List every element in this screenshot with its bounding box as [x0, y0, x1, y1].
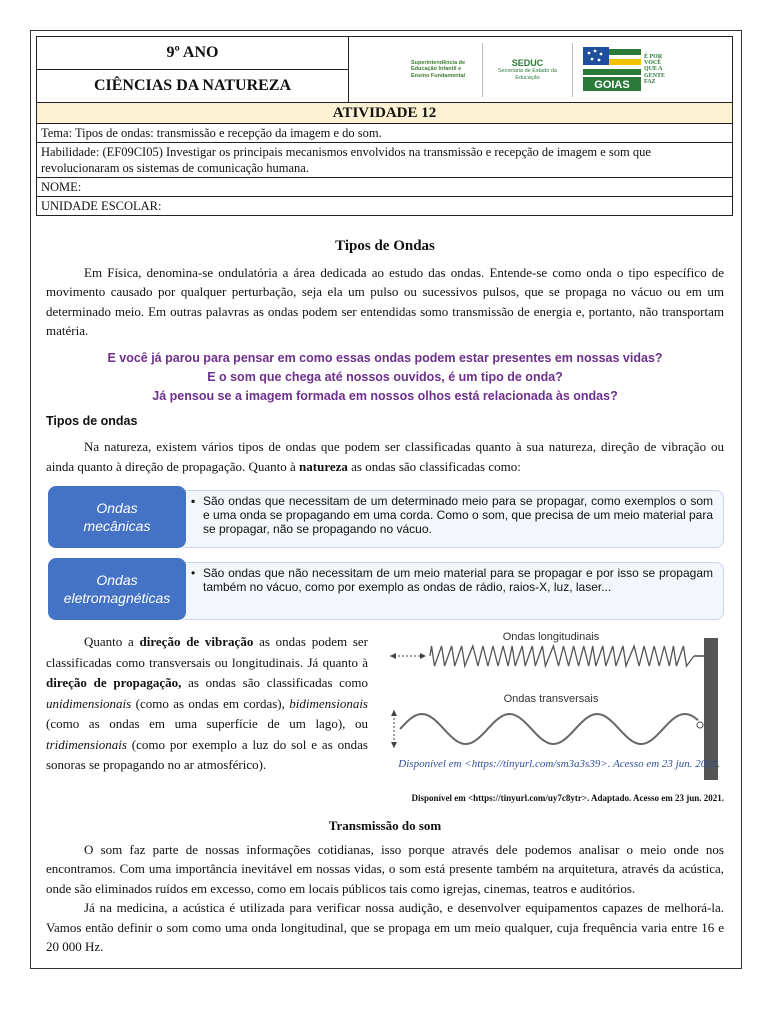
question-2: E o som que chega até nossos ouvidos, é um tipo de onda? — [207, 369, 563, 384]
spring-wave — [430, 646, 694, 666]
intro-paragraph: Em Física, denomina-se ondulatória a área dedicada ao estudo das ondas. Entende-se como onda o tipo específico de movimento causado por qualquer perturbação, seja ela um pulso ou sucessivos pulsos, que se propaga no vácuo ou em um determinado meio. Em outras palavras as ondas podem ser entendidas somo transmissão de energia e, portanto, não transportam matéria. — [46, 264, 724, 338]
figure-caption-2: Disponível em <https://tinyurl.com/uy7c8ytr>. Adaptado. Acesso em 23 jun. 2021. — [411, 793, 724, 803]
bullet-icon: • — [191, 566, 196, 580]
svg-text:GOIAS: GOIAS — [594, 78, 630, 91]
goias-logo — [573, 45, 666, 95]
question-3: Já pensou se a imagem formada em nossos olhos está relacionada às ondas? — [152, 388, 618, 403]
mechanical-waves-box — [48, 486, 724, 548]
electromagnetic-waves-desc: • São ondas que não necessitam de um meio material para se propagar e por isso se propagam também no vácuo, como por exemplo as ondas de rádio, raios-X, luz, laser... — [178, 562, 724, 620]
mechanical-waves-label: Ondas mecânicas — [48, 486, 186, 548]
sound-paragraph-1: O som faz parte de nossas informações cotidianas, isso porque através dele podemos analisar o meio onde nos encontramos. Com uma importância inevitável em nossas vidas, o som está presente também na arquitetura, através da acústica, onde são eliminados ruídos em excesso, como em locais públicos tais como igrejas, cinemas, teatros e auditórios. — [46, 841, 724, 896]
nature-paragraph: Na natureza, existem vários tipos de ondas que podem ser classificadas quanto à sua natureza, direção de vibração ou ainda quanto à direção de propagação. Quanto à natureza as ondas são classificadas como: — [46, 439, 724, 474]
goias-slogan: É POR VOCÊ QUE A GENTE FAZ — [644, 53, 666, 85]
section2-title: Transmissão do som — [328, 818, 442, 833]
logos — [349, 37, 732, 102]
section-transmissao-do-som — [46, 816, 724, 957]
nome-field[interactable]: NOME: — [37, 178, 732, 197]
unidade-field[interactable]: UNIDADE ESCOLAR: — [41, 199, 162, 213]
goias-flag-icon — [583, 45, 641, 95]
section-title: Tipos de Ondas — [335, 238, 435, 254]
label-longitudinal: Ondas longitudinais — [502, 631, 600, 643]
bullet-icon: ▪ — [191, 494, 196, 508]
habilidade-row: Habilidade: (EF09CI05) Investigar os principais mecanismos envolvidos na transmissão e recepção de imagem e som que revolucionaram os sistemas de comunicação humana. — [37, 143, 732, 178]
transversal-wave — [400, 714, 698, 744]
electromagnetic-waves-label: Ondas eletromagnéticas — [48, 558, 186, 620]
subtitle-tipos: Tipos de ondas — [46, 413, 138, 428]
superintendencia-logo: Superintendência de Educação Infantil e Ensino Fundamental — [405, 43, 483, 97]
subject-label: CIÊNCIAS DA NATUREZA — [93, 77, 292, 94]
seduc-logo: SEDUC Secretaria de Estado da Educação — [483, 43, 573, 97]
grade-label: 9º ANO — [37, 37, 348, 70]
vibration-paragraph: Quanto a direção de vibração as ondas podem ser classificadas como transversais ou longitudinais. Já quanto à direção de propagação, as ondas são classificadas como unidimensionais (como as ondas em cordas), bidimensionais (como as ondas em uma superfície de um lago), ou tridimensionais (como por exemplo a luz do sol e as ondas sonoras se propagando no ar atmosférico). — [46, 634, 369, 772]
figure-caption: Disponível em <https://tinyurl.com/sm3a3s39>. Acesso em 23 jun. 2021. — [398, 758, 720, 770]
section-tipos-de-ondas — [46, 237, 724, 476]
tema-row: Tema: Tipos de ondas: transmissão e recepção da imagem e do som. — [37, 124, 732, 143]
header-table — [36, 36, 733, 216]
electromagnetic-waves-box — [48, 558, 724, 620]
activity-title: ATIVIDADE 12 — [37, 103, 732, 124]
mechanical-waves-desc: ▪ São ondas que necessitam de um determinado meio para se propagar, como exemplos o som e uma onda se propagando em uma corda. Como o som, que precisa de um meio material para se propagar, não se propagando no vácuo. — [178, 490, 724, 548]
question-1: E você já parou para pensar em como essas ondas podem estar presentes em nossas vidas? — [107, 350, 663, 365]
label-transversal: Ondas transversais — [503, 693, 599, 705]
sound-paragraph-2: Já na medicina, a acústica é utilizada para verificar nossa audição, e desenvolver equipamentos capazes de melhorá-la. Vamos então definir o som como uma onda longitudinal, que se propaga em um meio qualquer, cuja frequência varia entre 16 e 20 000 Hz. — [46, 900, 724, 954]
